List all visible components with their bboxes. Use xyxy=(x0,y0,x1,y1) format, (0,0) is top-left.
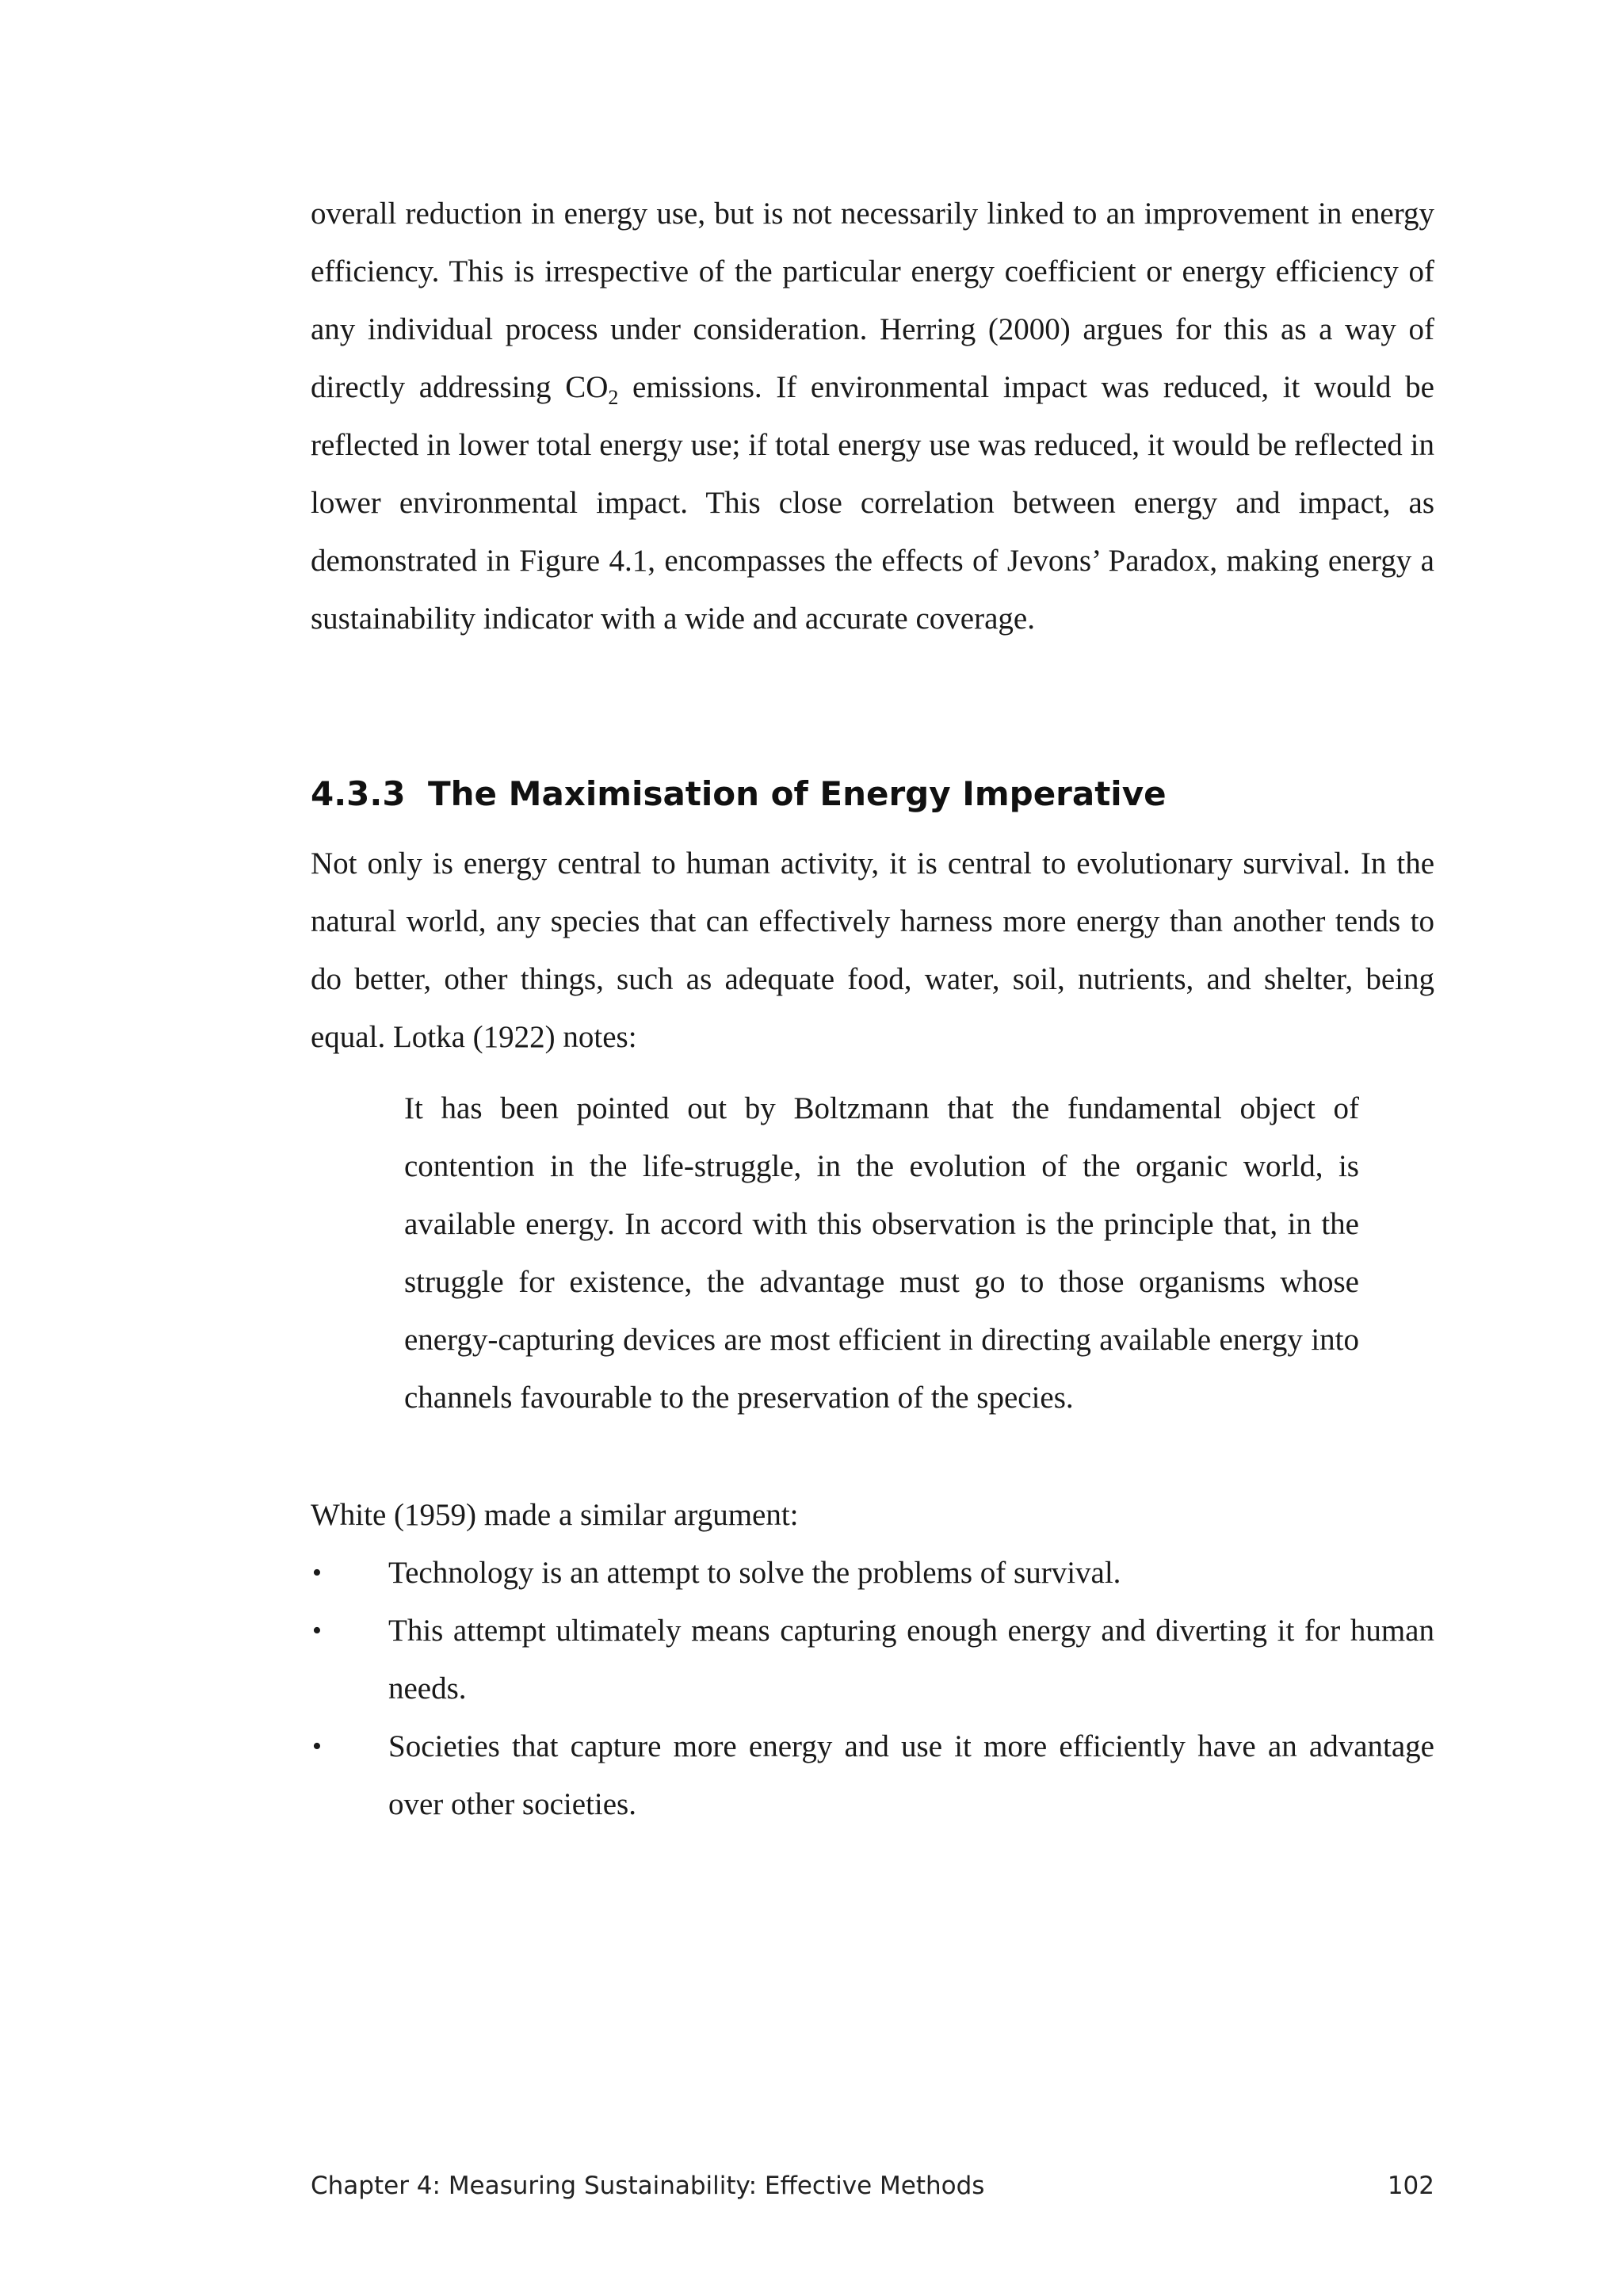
footer-chapter-title: Chapter 4: Measuring Sustainability: Effective Methods xyxy=(311,2172,985,2200)
bullet-icon: • xyxy=(312,1558,322,1587)
list-item: • Technology is an attempt to solve the problems of survival. xyxy=(311,1544,1434,1602)
co2-subscript: 2 xyxy=(608,385,619,409)
page-number: 102 xyxy=(1387,2172,1434,2200)
section-heading xyxy=(311,770,1434,818)
lotka-block-quote: It has been pointed out by Boltzmann that the fundamental object of contention in the life-struggle, in the evolution of the organic world, is available energy. In accord with this observation is the principle that, in the struggle for existence, the advantage must go to those organisms whose energy-capturing devices are most efficient in directing available energy into channels favourable to the preservation of the species. xyxy=(404,1091,1359,1415)
bullet-icon: • xyxy=(312,1732,322,1761)
paragraph-white-argument: White (1959) made a similar argument: xyxy=(311,1498,799,1532)
intro-paragraph: overall reduction in energy use, but is not necessarily linked to an improvement in energy efficiency. This is irrespective of the particular energy coefficient or energy efficiency of any individual process under consideration. Herring (2000) argues for this as a way of directly addressing $CO_2$ emissions. If environmental impact was reduced, it would be reflected in lower total energy use; if total energy use was reduced, it would be reflected in lower environmental impact. This close correlation between energy and impact, as demonstrated in Figure 4.1, encompasses the effects of Jevons’ Paradox, making energy a sustainability indicator with a wide and accurate coverage. xyxy=(311,197,1434,636)
paragraph-energy-survival: Not only is energy central to human activity, it is central to evolutionary survival. In the natural world, any species that can effectively harness more energy than another tends to do better, other things, such as adequate food, water, soil, nutrients, and shelter, being equal. Lotka (1922) notes: xyxy=(311,846,1434,1054)
section-number: 4.3.3 xyxy=(311,774,406,813)
section-title: The Maximisation of Energy Imperative xyxy=(428,774,1167,813)
bullet-icon: • xyxy=(312,1616,322,1645)
list-item: • Societies that capture more energy and use it more efficiently have an advantage over other societies. xyxy=(311,1717,1434,1833)
list-item: • This attempt ultimately means capturing enough energy and diverting it for human needs. xyxy=(311,1602,1434,1717)
bullet-list xyxy=(311,1544,1434,1833)
